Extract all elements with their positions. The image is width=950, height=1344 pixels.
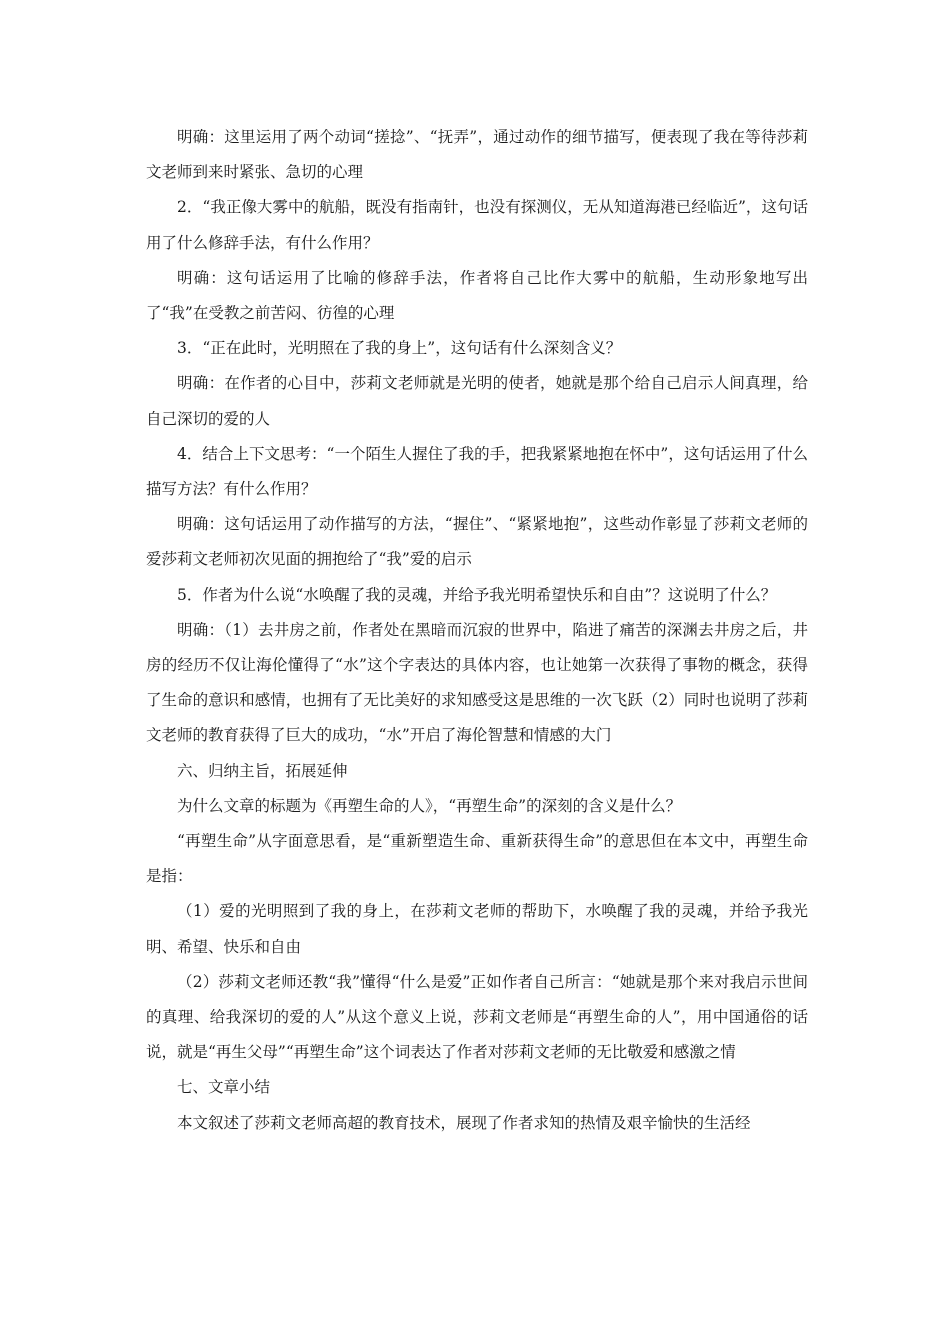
paragraph-question-2: 2．“我正像大雾中的航船，既没有指南针，也没有探测仪，无从知道海港已经临近”，这句话用了什么修辞手法，有什么作用？ bbox=[146, 198, 808, 252]
paragraph-answer-5: 明确：（1）去井房之前，作者处在黑暗而沉寂的世界中，陷进了痛苦的深渊去井房之后，井房的经历不仅让海伦懂得了“水”这个字表达的具体内容，也让她第一次获得了事物的概念，获得了生命的意识和感情，也拥有了无比美好的求知感受这是思维的一次飞跃（2）同时也说明了莎莉文老师的教育获得了巨大的成功，“水”开启了海伦智慧和情感的大门 bbox=[146, 620, 808, 745]
paragraph-theme-point-2: （2）莎莉文老师还教“我”懂得“什么是爱”正如作者自己所言：“她就是那个来对我启示世间的真理、给我深切的爱的人”从这个意义上说，莎莉文老师是“再塑生命的人”，用中国通俗的话说，就是“再生父母”“再塑生命”这个词表达了作者对莎莉文老师的无比敬爱和感激之情 bbox=[146, 972, 808, 1062]
paragraph-theme-point-1: （1）爱的光明照到了我的身上，在莎莉文老师的帮助下，水唤醒了我的灵魂，并给予我光明、希望、快乐和自由 bbox=[146, 902, 808, 956]
paragraph-theme-meaning: “再塑生命”从字面意思看，是“重新塑造生命、重新获得生命”的意思但在本文中，再塑生命是指： bbox=[146, 832, 808, 886]
paragraph-answer-1: 明确：这里运用了两个动词“搓捻”、“抚弄”，通过动作的细节描写，便表现了我在等待莎莉文老师到来时紧张、急切的心理 bbox=[146, 128, 808, 182]
paragraph-summary: 本文叙述了莎莉文老师高超的教育技术，展现了作者求知的热情及艰辛愉快的生活经 bbox=[177, 1113, 751, 1132]
paragraph-question-5: 5．作者为什么说“水唤醒了我的灵魂，并给予我光明希望快乐和自由”？这说明了什么？ bbox=[177, 585, 777, 604]
paragraph-answer-3: 明确：在作者的心目中，莎莉文老师就是光明的使者，她就是那个给自己启示人间真理，给自己深切的爱的人 bbox=[146, 374, 808, 428]
paragraph-question-3: 3．“正在此时，光明照在了我的身上”，这句话有什么深刻含义？ bbox=[177, 339, 622, 358]
paragraph-theme-question: 为什么文章的标题为《再塑生命的人》，“再塑生命”的深刻的含义是什么？ bbox=[177, 796, 682, 815]
section-heading-6: 六、归纳主旨，拓展延伸 bbox=[177, 761, 348, 780]
paragraph-answer-2: 明确：这句话运用了比喻的修辞手法，作者将自己比作大雾中的航船，生动形象地写出了“我”在受教之前苦闷、彷徨的心理 bbox=[146, 268, 808, 323]
section-heading-7: 七、文章小结 bbox=[177, 1078, 271, 1097]
document-body bbox=[146, 120, 808, 1141]
paragraph-question-4: 4．结合上下文思考：“一个陌生人握住了我的手，把我紧紧地抱在怀中”，这句话运用了什么描写方法？有什么作用？ bbox=[146, 444, 808, 499]
paragraph-answer-4: 明确：这句话运用了动作描写的方法，“握住”、“紧紧地抱”，这些动作彰显了莎莉文老师的爱莎莉文老师初次见面的拥抱给了“我”爱的启示 bbox=[146, 515, 808, 569]
